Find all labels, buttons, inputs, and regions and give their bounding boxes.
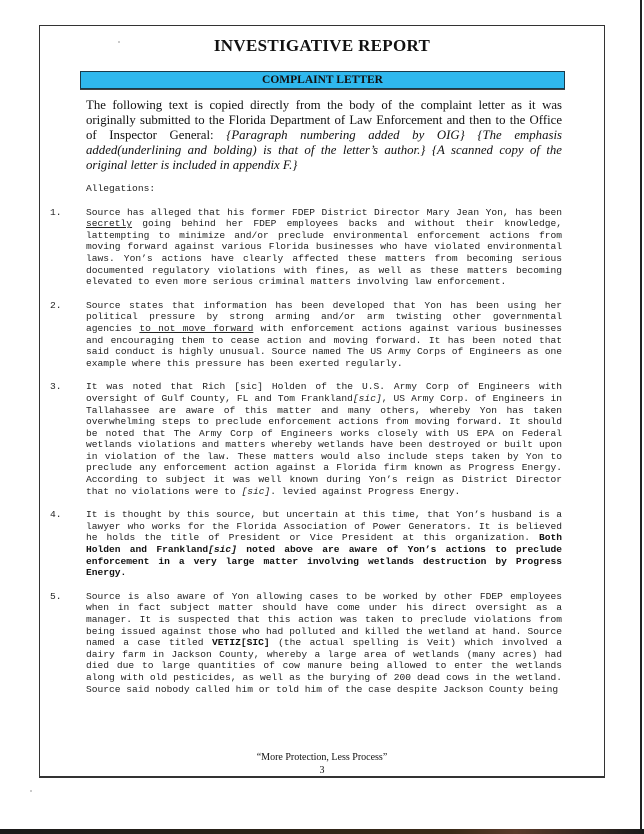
- item-number: 5.: [50, 590, 62, 602]
- item-number: 2.: [50, 299, 62, 311]
- text-run: It was noted that Rich [sic] Holden of the U.S. Army Corp of Engineers with oversight of Gulf County, FL and Tom Frankland: [86, 381, 562, 404]
- item-text: [86, 381, 562, 497]
- text-run: Source has alleged that his former FDEP District Director Mary Jean Yon, has been: [86, 206, 562, 218]
- footer-motto: “More Protection, Less Process”: [256, 752, 388, 763]
- scan-edge-line: [640, 0, 642, 834]
- intro-lead: The following text is copied directly from the body of the complaint letter as it was originally submitted to the Florida Department of Law Enforcement and then to the Office of Inspector General:: [86, 98, 562, 142]
- sic-note: [sic]: [208, 544, 237, 556]
- report-body: [50, 98, 562, 695]
- item-text: [86, 300, 562, 370]
- item-text: [86, 591, 562, 695]
- intro-paragraph: [86, 98, 562, 173]
- text-run: Source is also aware of Yon allowing cases to be worked by other FDEP employees when in fact subject matter should have come under his direct oversight as a manager. It is suspected that this action was taken to preclude violations from being issued against those who had polluted and killed the wetland at hand. Source named a case titled: [86, 590, 562, 649]
- allegation-item-4: [50, 509, 562, 579]
- underlined-text: secretly: [86, 218, 133, 230]
- underlined-text: to not move forward: [139, 322, 254, 334]
- item-number: 1.: [50, 206, 62, 218]
- bold-text: Both Holden and Frankland: [86, 532, 562, 556]
- text-run: . levied against Progress Energy.: [270, 485, 461, 497]
- bold-text: noted above are aware of Yon’s actions to preclude enforcement in a very large matter involving wetlands destruction by Progress Energy.: [86, 544, 562, 579]
- page-number: 3: [319, 765, 325, 776]
- text-run: Source states that information has been developed that Yon has been using her political pressure by strong arming and/or arm twisting other governmental agencies: [86, 299, 562, 334]
- page-footer: [0, 751, 644, 777]
- allegation-item-5: [50, 591, 562, 695]
- item-number: 3.: [50, 381, 62, 393]
- text-run: going behind her FDEP employees backs and without their knowledge, lattempting to minimize and/or preclude environmental enforcement actions from moving forward against various Florida businesses who have violated environmental laws. Yon’s actions have clearly affected these matters from becoming serious documented regulatory violations with fines, as well as these matters becoming elevated to even more serious criminal matters involving law enforcement.: [86, 218, 562, 288]
- allegations-label: Allegations:: [86, 183, 156, 194]
- scan-speck: [30, 790, 32, 792]
- text-run: It is thought by this source, but uncertain at this time, that Yon’s husband is a lawyer who works for the Florida Association of Power Generators. It is believed he holds the title of President or Vice President at this organization.: [86, 509, 562, 544]
- sic-note: [sic]: [352, 392, 382, 404]
- bold-text: VETIZ[SIC]: [212, 637, 270, 649]
- intro-note-emphasis: {The emphasis added(underlining and bolding) is that of the letter’s author.}: [86, 128, 562, 157]
- item-text: [86, 207, 562, 288]
- scan-bottom-bar: [0, 829, 644, 834]
- allegation-item-2: [50, 300, 562, 370]
- text-run: (the actual spelling is Veit) which involved a dairy farm in Jackson County, whereby a large area of wetlands (many acres) had died due to large quantities of cow manure being allowed to enter the wetlands along with old pesticides, as well as the burying of 200 dead cows in the wetland. Source said nobody called him or told him of the case despite Jackson County being: [86, 637, 562, 695]
- text-run: with enforcement actions against various businesses and encouraging them to cease action and moving forward. It has been noted that said conduct is highly unusual. Source named The US Army Corps of Engineers as one example where this pressure has been exerted regularly.: [86, 322, 562, 369]
- allegation-item-1: [50, 207, 562, 288]
- intro-note-numbering: {Paragraph numbering added by OIG}: [226, 128, 465, 142]
- sic-note: [sic]: [241, 485, 271, 497]
- item-number: 4.: [50, 509, 62, 521]
- section-banner: COMPLAINT LETTER: [80, 71, 565, 89]
- scan-speck: [118, 41, 120, 43]
- intro-note-appendix: {A scanned copy of the original letter is included in appendix F.}: [86, 143, 562, 172]
- item-text: [86, 509, 562, 579]
- report-title: INVESTIGATIVE REPORT: [213, 36, 431, 55]
- allegation-item-3: [50, 381, 562, 497]
- text-run: , US Army Corp. of Engineers in Tallahassee are aware of this matter and many others, whereby Yon has taken overwhelming steps to preclude enforcement actions from moving forward. It should be noted that The Army Corp of Engineers works closely with US EPA on Federal wetlands violations and matters whereby wetlands have been destroyed or built upon in violation of the law. These matters would also include steps taken by Yon to preclude any enforcement action against a Florida firm known as Progress Energy. According to subject it was well known during Yon’s reign as District Director that no violations were to: [86, 392, 562, 497]
